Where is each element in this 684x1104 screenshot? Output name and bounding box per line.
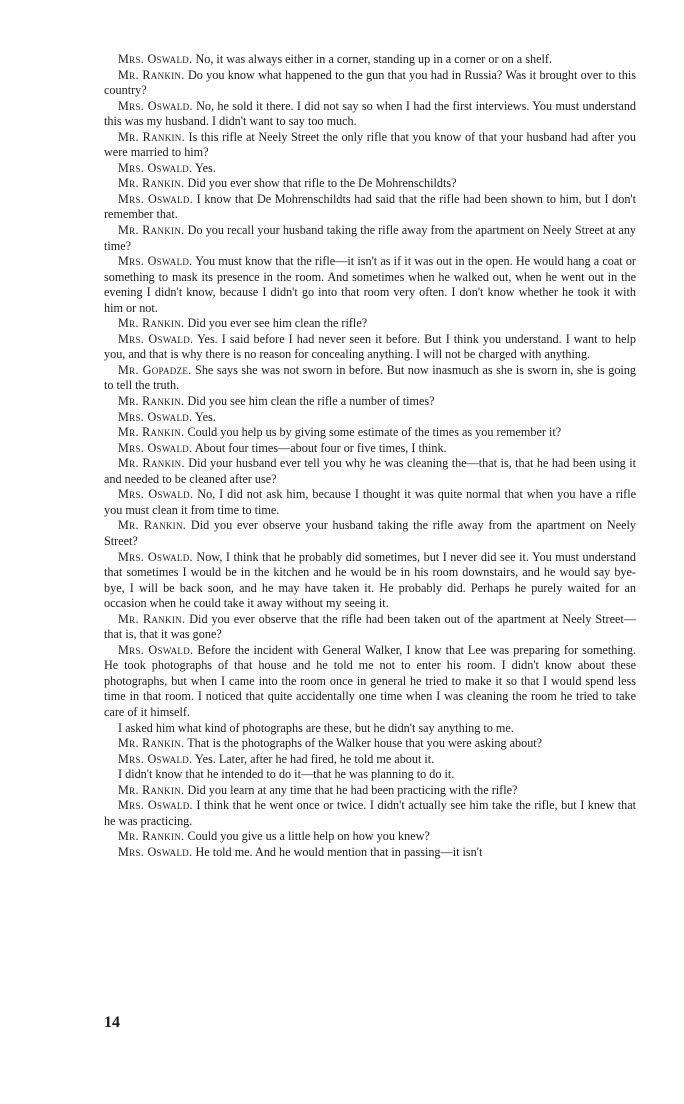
speaker-name: Mrs. Oswald. (118, 549, 193, 564)
speaker-name: Mr. Rankin. (118, 829, 185, 844)
speech-text: Did you ever show that rifle to the De Mohrenschildts? (187, 176, 457, 191)
speech-text: Before the incident with General Walker, I know that Lee was preparing for something. He took photographs of that house and he told me not to enter his room. I didn't know about these photographs, but when I came into the room once in general he tried to make it so that I would spend less time in that room. I noticed that quite accidentally one time when I was cleaning the room he tried to take care of it himself. (104, 642, 636, 719)
testimony-paragraph (104, 518, 636, 549)
speech-text: Do you know what happened to the gun that you had in Russia? Was it brought over to this country? (104, 67, 636, 98)
speech-text: She says she was not sworn in before. But now inasmuch as she is sworn in, she is going to tell the truth. (104, 362, 637, 393)
testimony-paragraph (104, 223, 636, 254)
testimony-paragraph (104, 332, 636, 363)
testimony-paragraph (104, 441, 636, 457)
speaker-name: Mrs. Oswald. (118, 98, 193, 113)
speaker-name: Mrs. Oswald. (118, 798, 193, 813)
speaker-name: Mr. Rankin. (118, 129, 185, 144)
speaker-name: Mr. Rankin. (118, 223, 185, 238)
speech-text: Yes. (195, 160, 216, 175)
speech-text: Could you give us a little help on how you knew? (187, 829, 430, 844)
testimony-paragraph (104, 410, 636, 426)
testimony-paragraph (104, 316, 636, 332)
speech-text: I didn't know that he intended to do it—that he was planning to do it. (118, 767, 455, 782)
testimony-paragraph (104, 612, 636, 643)
speech-text: He told me. And he would mention that in passing—it isn't (195, 844, 483, 859)
testimony-paragraph (104, 736, 636, 752)
testimony-paragraph (104, 550, 636, 612)
speech-text: Yes. (195, 409, 216, 424)
testimony-paragraph (104, 68, 636, 99)
speaker-name: Mrs. Oswald. (118, 52, 193, 66)
testimony-paragraph (104, 52, 636, 68)
speaker-name: Mr. Rankin. (118, 611, 186, 626)
speaker-name: Mrs. Oswald. (118, 191, 193, 206)
speaker-name: Mrs. Oswald. (118, 409, 193, 424)
testimony-paragraph (104, 425, 636, 441)
testimony-paragraph (104, 456, 636, 487)
speaker-name: Mr. Rankin. (118, 518, 187, 533)
speech-text: Is this rifle at Neely Street the only rifle that you know of that your husband had after you were married to him? (104, 129, 636, 160)
testimony-paragraph (104, 176, 636, 192)
speech-text: I asked him what kind of photographs are these, but he didn't say anything to me. (118, 720, 514, 735)
speaker-name: Mr. Rankin. (118, 316, 185, 331)
speech-text: No, I did not ask him, because I thought it was quite normal that when you have a rifle you must clean it from time to time. (104, 487, 637, 517)
speech-text: Did you see him clean the rifle a number of times? (187, 394, 435, 409)
speaker-name: Mr. Rankin. (118, 67, 185, 82)
page-number: 14 (104, 1014, 120, 1031)
testimony-paragraph (104, 363, 636, 394)
speech-text: That is the photographs of the Walker house that you were asking about? (187, 736, 543, 751)
testimony-paragraph (104, 845, 636, 861)
testimony-paragraph (104, 254, 636, 316)
speech-text: Could you help us by giving some estimate of the times as you remember it? (187, 425, 562, 440)
speech-text: Did you ever see him clean the rifle? (187, 316, 368, 331)
testimony-paragraph (104, 752, 636, 768)
speaker-name: Mrs. Oswald. (118, 487, 194, 502)
testimony-text (104, 52, 636, 860)
speaker-name: Mrs. Oswald. (118, 440, 193, 455)
speaker-name: Mr. Rankin. (118, 456, 185, 471)
testimony-paragraph (104, 798, 636, 829)
testimony-paragraph (104, 767, 636, 783)
speech-text: I think that he went once or twice. I didn't actually see him take the rifle, but I knew that he was practicing. (104, 798, 637, 828)
speech-text: No, he sold it there. I did not say so when I had the first interviews. You must understand this was my husband. I didn't want to say too much. (104, 98, 637, 129)
testimony-paragraph (104, 192, 636, 223)
testimony-paragraph (104, 783, 636, 799)
speech-text: About four times—about four or five times, I think. (194, 440, 447, 455)
testimony-paragraph (104, 130, 636, 161)
speaker-name: Mr. Rankin. (118, 425, 185, 440)
testimony-paragraph (104, 721, 636, 737)
speech-text: Yes. Later, after he had fired, he told me about it. (195, 751, 435, 766)
speaker-name: Mr. Gopadze. (118, 362, 192, 377)
testimony-paragraph (104, 487, 636, 518)
speaker-name: Mr. Rankin. (118, 736, 185, 751)
speaker-name: Mrs. Oswald. (118, 160, 193, 175)
speech-text: Do you recall your husband taking the rifle away from the apartment on Neely Street at any time? (104, 223, 637, 253)
testimony-paragraph (104, 99, 636, 130)
speaker-name: Mr. Rankin. (118, 394, 185, 409)
speech-text: Did you learn at any time that he had been practicing with the rifle? (187, 782, 518, 797)
speech-text: I know that De Mohrenschildts had said that the rifle had been shown to him, but I don't remember that. (104, 191, 637, 222)
speech-text: No, it was always either in a corner, standing up in a corner or on a shelf. (195, 52, 552, 66)
speaker-name: Mrs. Oswald. (118, 254, 193, 269)
speech-text: Did you ever observe your husband taking the rifle away from the apartment on Neely Street? (104, 518, 637, 548)
speech-text: Yes. I said before I had never seen it before. But I think you understand. I want to help you, and that is why there is no reason for concealing anything. I will not be charged with anything. (104, 331, 636, 362)
speaker-name: Mrs. Oswald. (118, 751, 193, 766)
testimony-paragraph (104, 394, 636, 410)
speaker-name: Mrs. Oswald. (118, 844, 193, 859)
testimony-paragraph (104, 643, 636, 721)
speaker-name: Mr. Rankin. (118, 782, 185, 797)
speaker-name: Mr. Rankin. (118, 176, 185, 191)
speech-text: Did you ever observe that the rifle had been taken out of the apartment at Neely Street—that is, that it was gone? (104, 611, 637, 642)
testimony-paragraph (104, 829, 636, 845)
speech-text: You must know that the rifle—it isn't as if it was out in the open. He would hang a coat or something to mask its presence in the room. And sometimes when he walked out, when he went out in the evening I didn't know, because I didn't go into that room very often. I don't know whether he took it with him or not. (104, 254, 636, 315)
speaker-name: Mrs. Oswald. (118, 642, 194, 657)
speech-text: Did your husband ever tell you why he was cleaning the—that is, that he had been using it and needed to be cleaned after use? (104, 456, 637, 486)
testimony-paragraph (104, 161, 636, 177)
speaker-name: Mrs. Oswald. (118, 331, 194, 346)
speech-text: Now, I think that he probably did sometimes, but I never did see it. You must understand that sometimes I would be in the kitchen and he would be in his room downstairs, and he would say bye-bye, I will be back soon, and he may have taken it. He probably did. Perhaps he purely waited for an occasion when he could take it away without my seeing it. (104, 549, 637, 611)
